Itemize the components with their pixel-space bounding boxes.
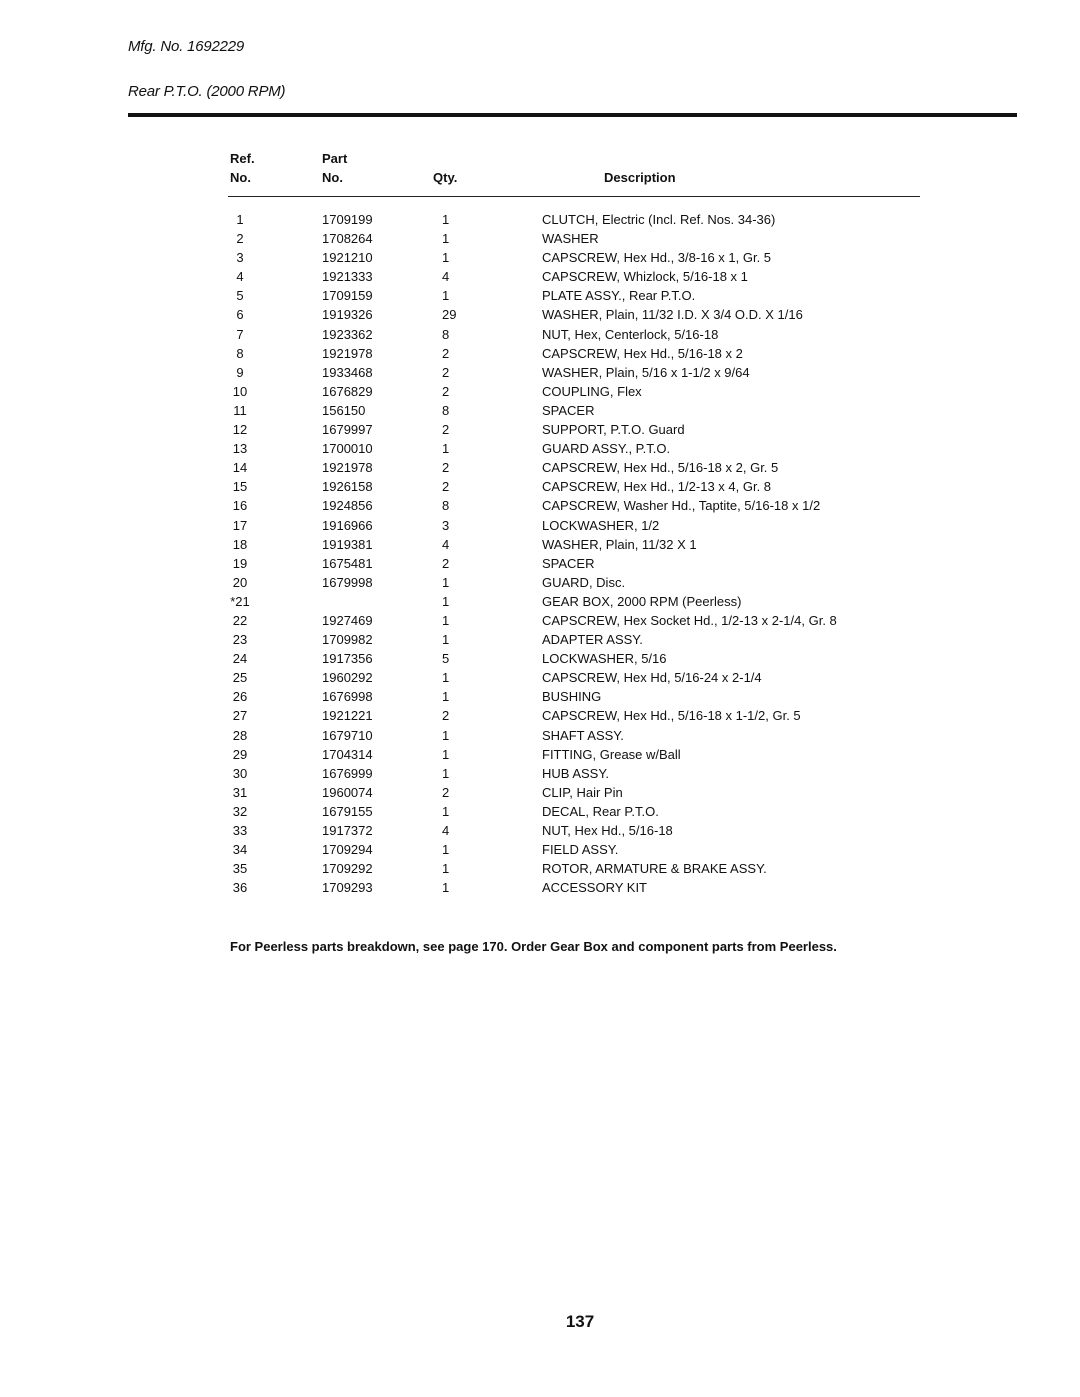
- header-ref-no: [230, 149, 255, 187]
- quantity: 1: [442, 441, 450, 457]
- quantity: 1: [442, 250, 450, 266]
- quantity: 2: [442, 364, 450, 380]
- ref-number: 1: [236, 212, 244, 227]
- description: HUB ASSY.: [542, 765, 609, 781]
- ref-number: 20: [232, 574, 248, 590]
- description: SPACER: [542, 555, 595, 571]
- description: CLUTCH, Electric (Incl. Ref. Nos. 34-36): [542, 212, 776, 227]
- part-number: 1679998: [322, 574, 373, 590]
- quantity: 1: [442, 803, 450, 819]
- table-row: [230, 573, 920, 592]
- table-row: [230, 668, 920, 687]
- table-row: [230, 859, 920, 878]
- description: GEAR BOX, 2000 RPM (Peerless): [542, 593, 742, 609]
- quantity: 1: [442, 231, 450, 247]
- table-row: [230, 248, 920, 267]
- ref-number: 15: [232, 479, 248, 495]
- ref-number: 5: [236, 288, 244, 304]
- ref-number: 35: [232, 861, 248, 877]
- quantity: 1: [442, 689, 450, 705]
- quantity: 1: [442, 288, 450, 304]
- part-number: 1917372: [322, 823, 373, 838]
- ref-number: 30: [232, 765, 248, 781]
- table-row: [230, 802, 920, 821]
- table-row: [230, 344, 920, 363]
- part-number: 1916966: [322, 517, 373, 533]
- part-number: 1675481: [322, 555, 373, 571]
- header-ref-line1: Ref.: [230, 151, 255, 166]
- description: FIELD ASSY.: [542, 842, 619, 858]
- table-row: [230, 305, 920, 324]
- ref-number: 9: [236, 364, 244, 380]
- description: WASHER, Plain, 11/32 I.D. X 3/4 O.D. X 1/16: [542, 307, 803, 323]
- header-divider: [228, 196, 920, 197]
- ref-number: 19: [232, 555, 248, 571]
- header-description: Description: [604, 170, 676, 185]
- description: PLATE ASSY., Rear P.T.O.: [542, 288, 696, 304]
- table-row: [230, 535, 920, 554]
- quantity: 5: [442, 651, 450, 667]
- ref-number: 7: [236, 326, 244, 342]
- quantity: 1: [442, 861, 450, 877]
- section-title: Rear P.T.O. (2000 RPM): [128, 83, 286, 100]
- quantity: 1: [442, 746, 450, 762]
- ref-number: *21: [230, 593, 250, 609]
- part-number: 1704314: [322, 746, 373, 762]
- quantity: 2: [442, 345, 450, 361]
- table-row: [230, 382, 920, 401]
- description: CAPSCREW, Hex Socket Hd., 1/2-13 x 2-1/4, Gr. 8: [542, 612, 837, 628]
- ref-number: 18: [232, 536, 248, 552]
- description: CAPSCREW, Hex Hd., 3/8-16 x 1, Gr. 5: [542, 250, 772, 266]
- quantity: 2: [442, 383, 450, 399]
- quantity: 2: [442, 708, 450, 724]
- description: WASHER, Plain, 11/32 X 1: [542, 536, 697, 552]
- table-row: [230, 783, 920, 802]
- part-number: 1709159: [322, 288, 373, 304]
- table-row: [230, 496, 920, 515]
- part-number: 1709199: [322, 212, 373, 227]
- table-row: [230, 649, 920, 668]
- part-number: 1709294: [322, 842, 373, 858]
- quantity: 1: [442, 765, 450, 781]
- description: CAPSCREW, Hex Hd., 5/16-18 x 2, Gr. 5: [542, 460, 779, 476]
- quantity: 8: [442, 402, 450, 418]
- table-row: [230, 516, 920, 535]
- description: CAPSCREW, Whizlock, 5/16-18 x 1: [542, 269, 748, 285]
- ref-number: 12: [232, 422, 248, 438]
- ref-number: 27: [232, 708, 248, 724]
- table-row: [230, 726, 920, 745]
- part-number: 1917356: [322, 651, 373, 667]
- quantity: 2: [442, 422, 450, 438]
- part-number: 1709982: [322, 632, 373, 648]
- quantity: 2: [442, 479, 450, 495]
- table-row: [230, 325, 920, 344]
- part-number: 1676829: [322, 383, 373, 399]
- table-row: [230, 840, 920, 859]
- description: BUSHING: [542, 689, 602, 705]
- description: WASHER, Plain, 5/16 x 1-1/2 x 9/64: [542, 364, 750, 380]
- quantity: 2: [442, 784, 450, 800]
- description: CLIP, Hair Pin: [542, 784, 623, 800]
- ref-number: 22: [232, 612, 248, 628]
- title-divider: [128, 113, 1017, 117]
- part-number: 1960074: [322, 784, 373, 800]
- parts-table-body: [230, 210, 920, 897]
- description: NUT, Hex, Centerlock, 5/16-18: [542, 326, 719, 342]
- table-row: [230, 401, 920, 420]
- header-part-no: [322, 149, 347, 187]
- ref-number: 34: [232, 842, 248, 858]
- table-row: [230, 764, 920, 783]
- table-row: [230, 630, 920, 649]
- ref-number: 11: [233, 402, 247, 418]
- ref-number: 10: [232, 383, 248, 399]
- table-row: [230, 439, 920, 458]
- quantity: 1: [442, 880, 450, 896]
- description: ACCESSORY KIT: [542, 880, 647, 896]
- description: CAPSCREW, Hex Hd., 5/16-18 x 1-1/2, Gr. 5: [542, 708, 801, 724]
- quantity: 8: [442, 498, 450, 514]
- description: GUARD ASSY., P.T.O.: [542, 441, 671, 457]
- description: CAPSCREW, Hex Hd., 1/2-13 x 4, Gr. 8: [542, 479, 772, 495]
- quantity: 2: [442, 460, 450, 476]
- description: LOCKWASHER, 5/16: [542, 651, 667, 667]
- ref-number: 36: [232, 880, 248, 896]
- ref-number: 29: [232, 746, 248, 762]
- parts-table-header: [230, 149, 920, 197]
- table-row: [230, 878, 920, 897]
- part-number: 1921978: [322, 460, 373, 476]
- quantity: 4: [442, 269, 450, 285]
- ref-number: 33: [232, 823, 248, 838]
- part-number: 1960292: [322, 670, 373, 686]
- table-row: [230, 745, 920, 764]
- part-number: 1923362: [322, 326, 373, 342]
- part-number: 1921221: [322, 708, 373, 724]
- header-part-line1: Part: [322, 151, 348, 166]
- ref-number: 14: [232, 460, 248, 476]
- part-number: 1921978: [322, 345, 373, 361]
- quantity: 1: [442, 632, 450, 648]
- quantity: 1: [442, 574, 450, 590]
- part-number: 1926158: [322, 479, 373, 495]
- table-row: [230, 210, 920, 229]
- part-number: 1924856: [322, 498, 373, 514]
- part-number: 1676998: [322, 689, 373, 705]
- table-row: [230, 458, 920, 477]
- table-row: [230, 363, 920, 382]
- table-row: [230, 267, 920, 286]
- quantity: 3: [442, 517, 450, 533]
- header-ref-line2: No.: [230, 170, 251, 185]
- description: NUT, Hex Hd., 5/16-18: [542, 823, 673, 838]
- part-number: 1676999: [322, 765, 373, 781]
- quantity: 1: [442, 212, 450, 227]
- part-number: 1700010: [322, 441, 373, 457]
- description: SHAFT ASSY.: [542, 727, 624, 743]
- part-number: 1919381: [322, 536, 373, 552]
- page-number: 137: [565, 1312, 595, 1331]
- header-qty: Qty.: [433, 170, 458, 185]
- description: DECAL, Rear P.T.O.: [542, 803, 659, 819]
- description: SPACER: [542, 402, 595, 418]
- part-number: 1679155: [322, 803, 373, 819]
- ref-number: 2: [236, 231, 244, 247]
- part-number: 1921210: [322, 250, 373, 266]
- ref-number: 13: [232, 441, 248, 457]
- quantity: 2: [442, 555, 450, 571]
- quantity: 1: [442, 842, 450, 858]
- description: ADAPTER ASSY.: [542, 632, 643, 648]
- table-row: [230, 592, 920, 611]
- quantity: 4: [442, 536, 450, 552]
- table-row: [230, 477, 920, 496]
- table-row: [230, 706, 920, 725]
- ref-number: 25: [232, 670, 248, 686]
- ref-number: 6: [236, 307, 244, 323]
- part-number: 1679710: [322, 727, 373, 743]
- table-row: [230, 821, 920, 840]
- description: CAPSCREW, Washer Hd., Taptite, 5/16-18 x 1/2: [542, 498, 821, 514]
- part-number: 1919326: [322, 307, 373, 323]
- part-number: 156150: [322, 402, 366, 418]
- ref-number: 31: [232, 784, 248, 800]
- table-row: [230, 420, 920, 439]
- description: LOCKWASHER, 1/2: [542, 517, 660, 533]
- description: CAPSCREW, Hex Hd, 5/16-24 x 2-1/4: [542, 670, 762, 686]
- part-number: 1708264: [322, 231, 373, 247]
- description: SUPPORT, P.T.O. Guard: [542, 422, 685, 438]
- ref-number: 4: [236, 269, 244, 285]
- ref-number: 8: [236, 345, 244, 361]
- quantity: 8: [442, 326, 450, 342]
- ref-number: 17: [232, 517, 248, 533]
- quantity: 1: [442, 612, 450, 628]
- part-number: 1709292: [322, 861, 373, 877]
- table-row: [230, 229, 920, 248]
- footnote: For Peerless parts breakdown, see page 170. Order Gear Box and component parts from Peerless.: [230, 939, 837, 954]
- part-number: 1921333: [322, 269, 373, 285]
- quantity: 4: [442, 823, 450, 838]
- part-number: 1679997: [322, 422, 373, 438]
- description: ROTOR, ARMATURE & BRAKE ASSY.: [542, 861, 767, 877]
- description: COUPLING, Flex: [542, 383, 642, 399]
- part-number: 1933468: [322, 364, 373, 380]
- quantity: 1: [442, 727, 450, 743]
- ref-number: 16: [232, 498, 248, 514]
- table-row: [230, 286, 920, 305]
- ref-number: 3: [236, 250, 244, 266]
- description: CAPSCREW, Hex Hd., 5/16-18 x 2: [542, 345, 743, 361]
- part-number: 1709293: [322, 880, 373, 896]
- quantity: 1: [442, 670, 450, 686]
- description: GUARD, Disc.: [542, 574, 626, 590]
- description: WASHER: [542, 231, 599, 247]
- table-row: [230, 611, 920, 630]
- header-part-line2: No.: [322, 170, 343, 185]
- ref-number: 23: [232, 632, 248, 648]
- description: FITTING, Grease w/Ball: [542, 746, 681, 762]
- table-row: [230, 554, 920, 573]
- ref-number: 26: [232, 689, 248, 705]
- quantity: 1: [442, 593, 450, 609]
- quantity: 29: [442, 307, 457, 323]
- part-number: 1927469: [322, 612, 373, 628]
- table-row: [230, 687, 920, 706]
- ref-number: 32: [232, 803, 248, 819]
- ref-number: 24: [232, 651, 248, 667]
- ref-number: 28: [232, 727, 248, 743]
- mfg-number: Mfg. No. 1692229: [128, 38, 245, 55]
